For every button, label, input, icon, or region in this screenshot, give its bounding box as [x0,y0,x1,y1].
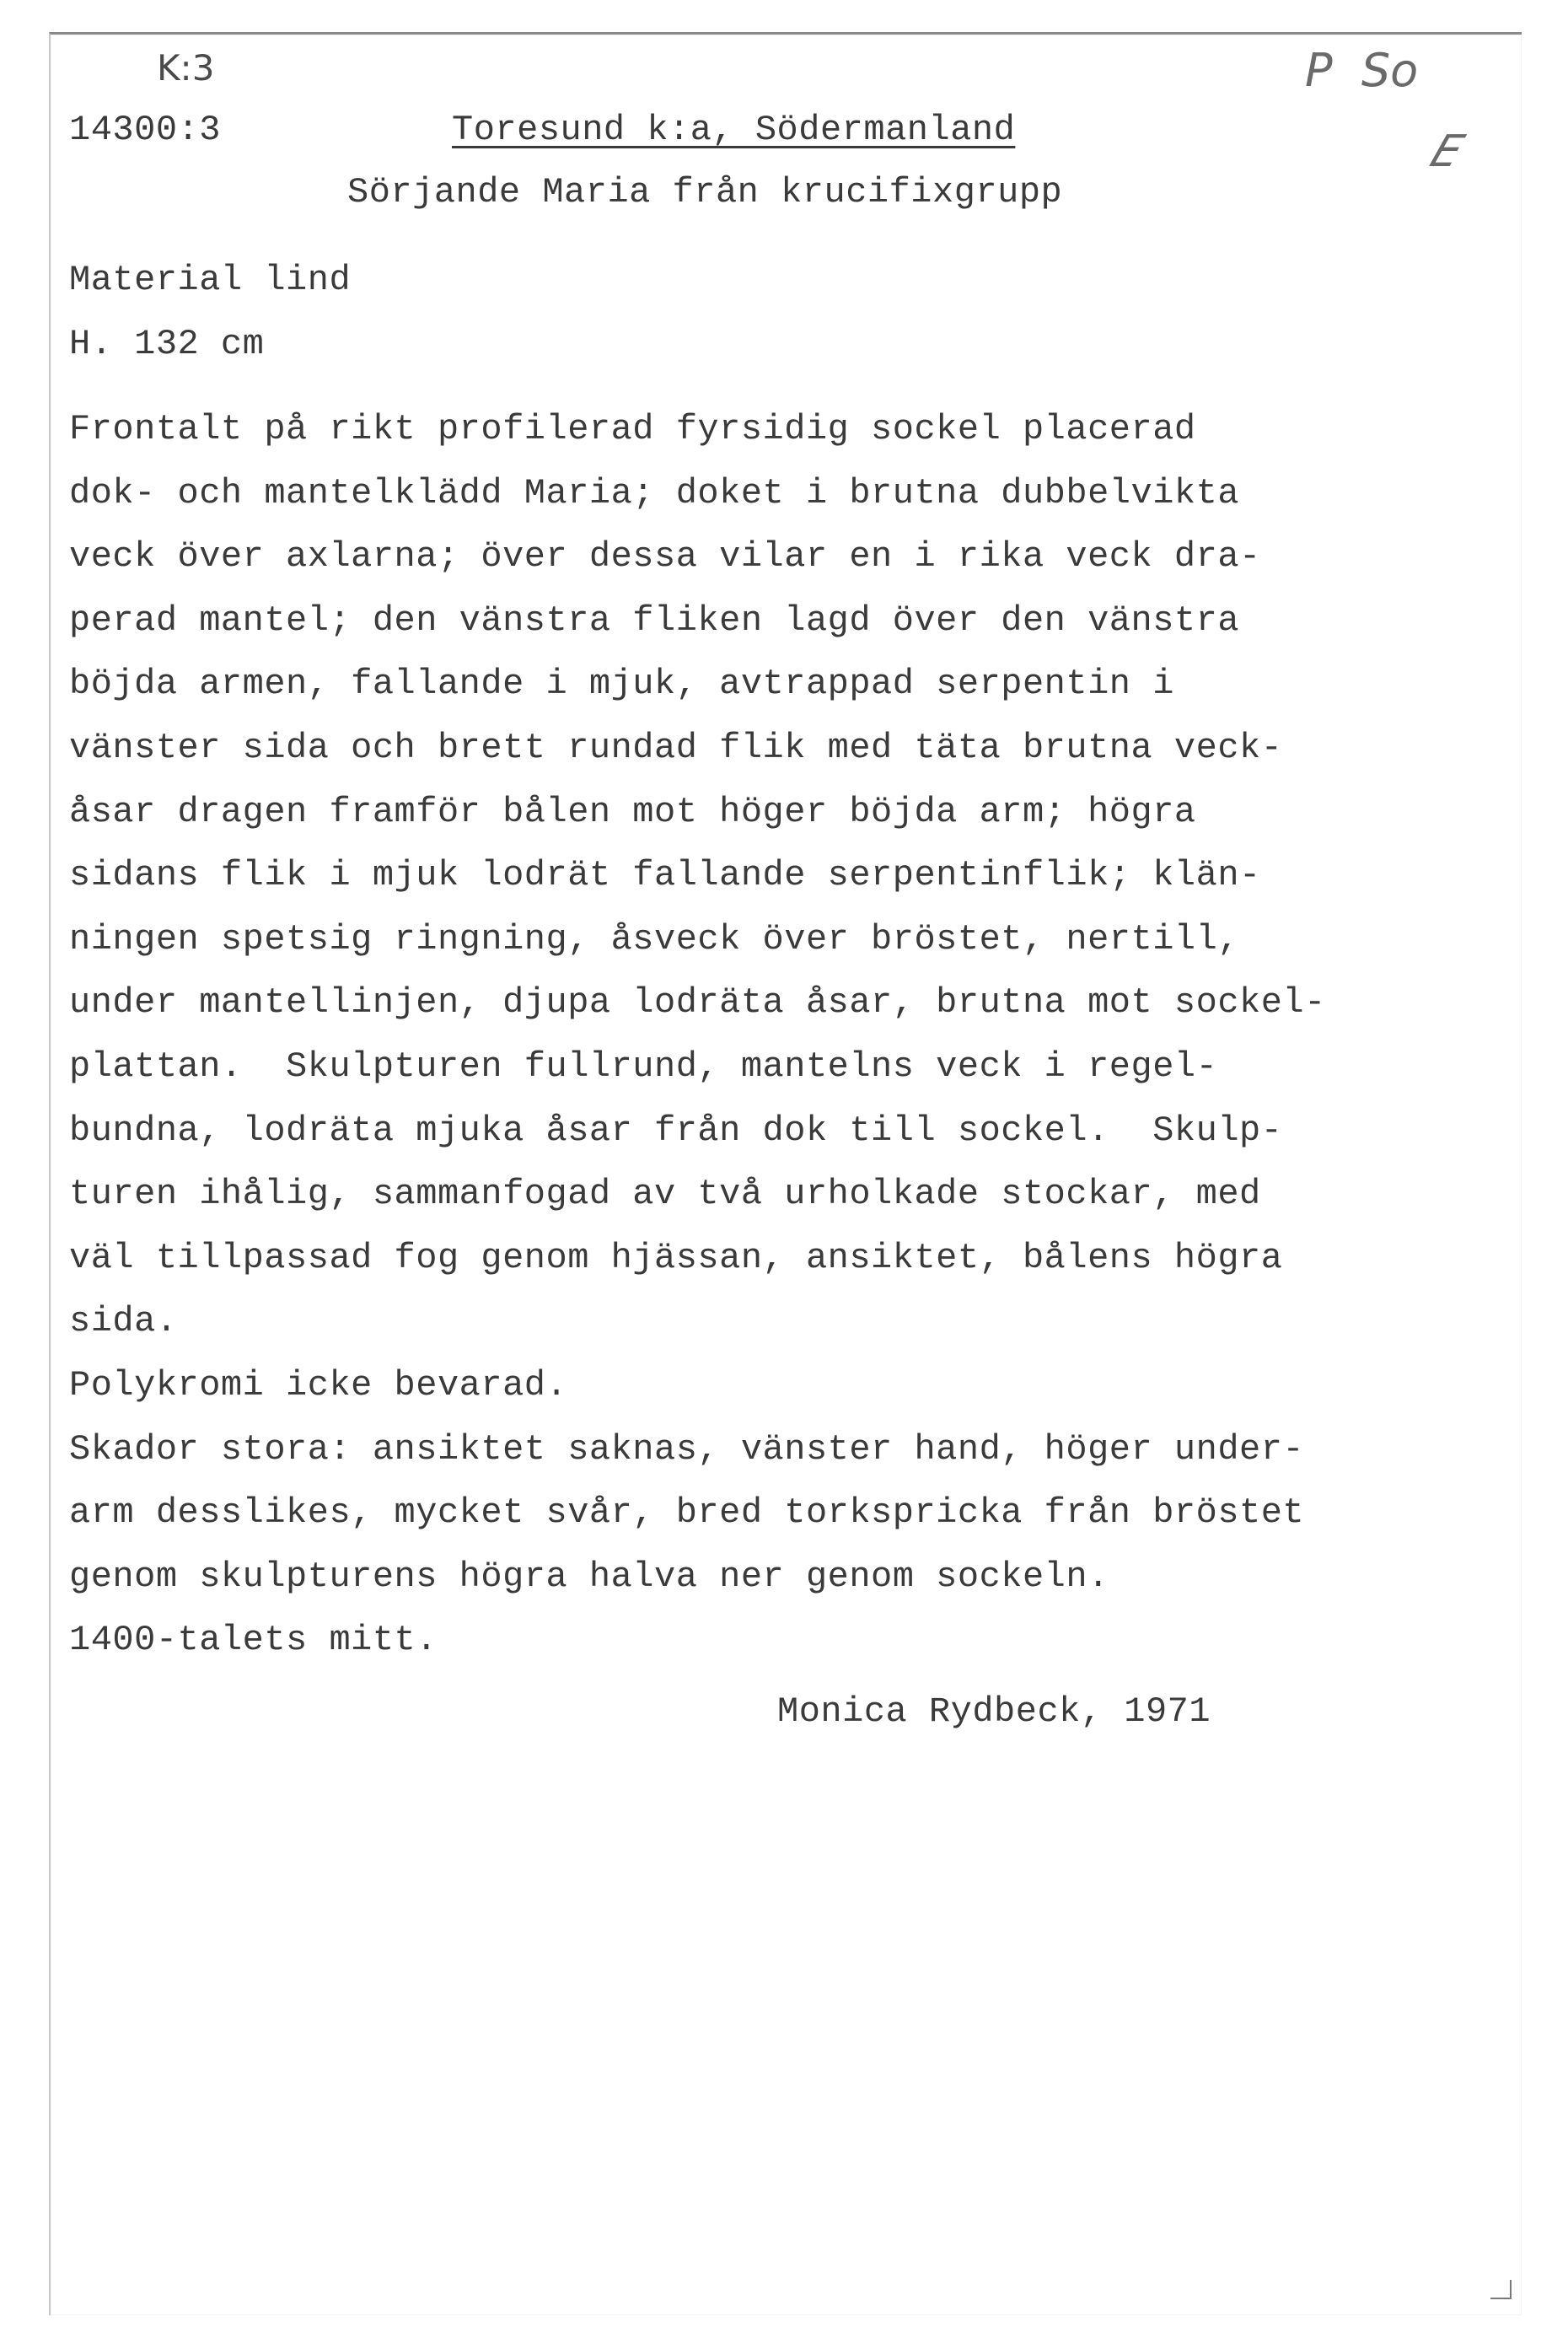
margin-glyph: E [1424,126,1470,177]
subject-title: Sörjande Maria från krucifixgrupp [347,172,1063,212]
description-line: Frontalt på rikt profilerad fyrsidig sockel placerad [69,409,1196,449]
signature: Monica Rydbeck, 1971 [777,1691,1211,1732]
description-line: vänster sida och brett rundad flik med täta brutna veck- [69,727,1283,768]
description-body [69,398,1326,1673]
catalog-number: 14300:3 [69,110,221,150]
description-line: 1400-talets mitt. [69,1620,438,1661]
description-line: arm desslikes, mycket svår, bred torkspricka från bröstet [69,1492,1305,1534]
material-field: Material lind [69,260,352,300]
description-line: åsar dragen framför bålen mot höger böjda arm; högra [69,791,1196,832]
description-line: perad mantel; den vänstra fliken lagd över den vänstra [69,599,1240,641]
description-line: Polykromi icke bevarad. [69,1364,568,1406]
description-line: Skador stora: ansiktet saknas, vänster hand, höger under- [69,1428,1305,1470]
location-title: Toresund k:a, Södermanland [452,110,1016,150]
description-line: plattan. Skulpturen fullrund, mantelns veck i regel- [69,1045,1218,1087]
description-line: väl tillpassad fog genom hjässan, ansiktet, bålens högra [69,1237,1283,1278]
description-line: sidans flik i mjuk lodrät fallande serpentinflik; klän- [69,855,1261,896]
description-line: veck över axlarna; över dessa vilar en i rika veck dra- [69,536,1261,578]
class-code: K:3 [157,47,215,89]
height-field: H. 132 cm [69,324,265,364]
description-line: sida. [69,1301,178,1342]
description-line: dok- och mantelklädd Maria; doket i brutna dubbelvikta [69,472,1240,513]
description-line: turen ihålig, sammanfogad av två urholkade stockar, med [69,1174,1261,1215]
corner-tick-mark [1489,2276,1514,2302]
description-line: genom skulpturens högra halva ner genom sockeln. [69,1556,1109,1597]
description-line: böjda armen, fallande i mjuk, avtrappad serpentin i [69,664,1174,705]
description-line: under mantellinjen, djupa lodräta åsar, brutna mot sockel- [69,982,1326,1024]
description-line: ningen spetsig ringning, åsveck över bröstet, nertill, [69,918,1240,959]
margin-initials: P So [1305,44,1419,97]
description-line: bundna, lodräta mjuka åsar från dok till sockel. Skulp- [69,1110,1283,1151]
